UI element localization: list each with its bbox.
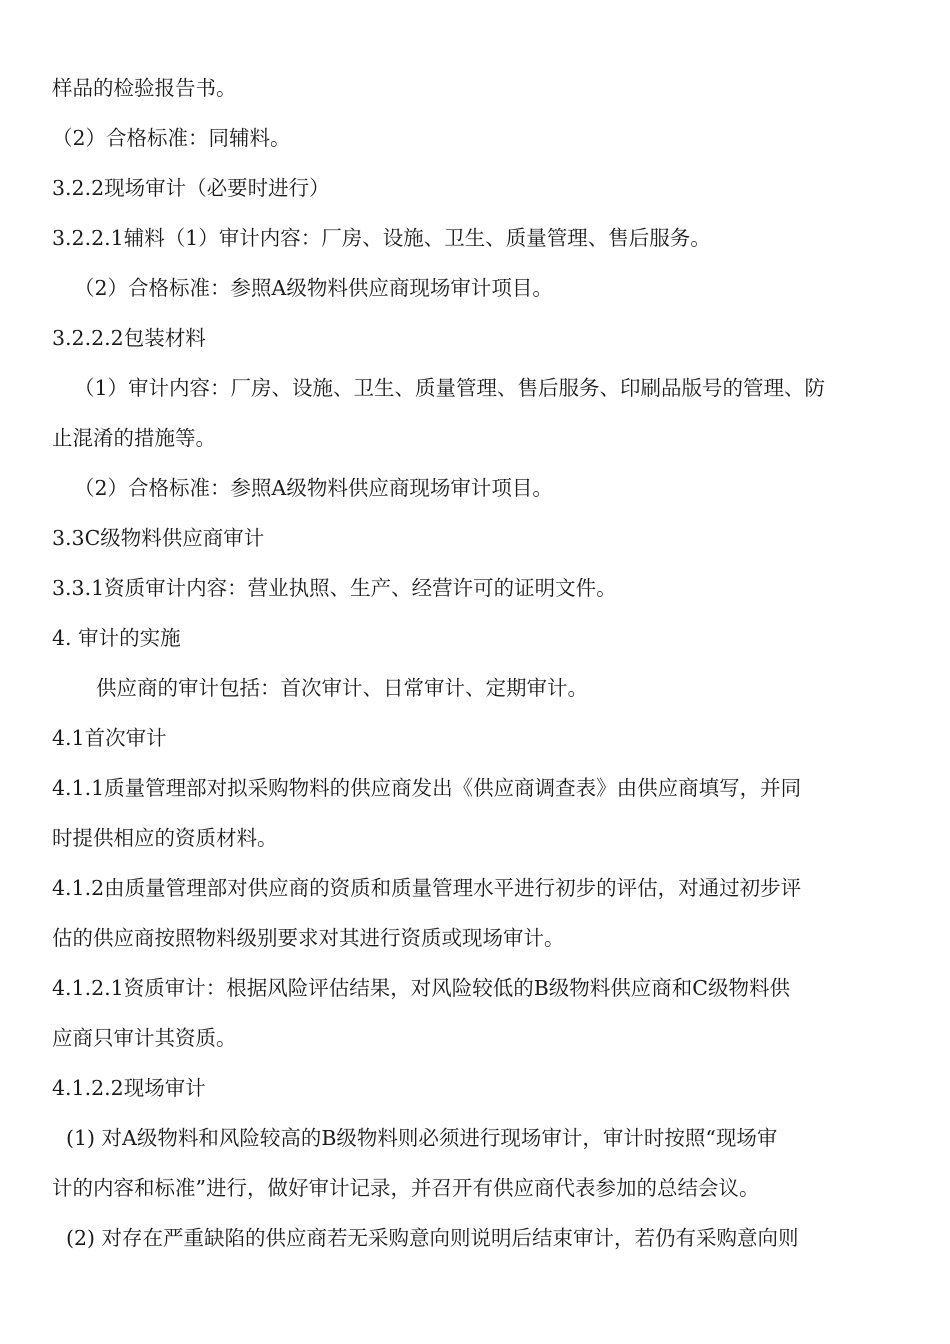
- section-heading-4-1: 4.1首次审计: [52, 726, 167, 750]
- text-line-4: 3.2.2.1辅料（1）审计内容：厂房、设施、卫生、质量管理、售后服务。: [52, 226, 711, 250]
- section-heading-3-2-2: 3.2.2现场审计（必要时进行）: [52, 176, 330, 200]
- section-heading-3-3: 3.3C级物料供应商审计: [52, 526, 265, 550]
- text-line-23: 计的内容和标准”进行，做好审计记录，并召开有供应商代表参加的总结会议。: [52, 1176, 760, 1200]
- text-line-15: 4.1.1质量管理部对拟采购物料的供应商发出《供应商调查表》由供应商填写，并同: [52, 776, 802, 800]
- text-line-18: 估的供应商按照物料级别要求对其进行资质或现场审计。: [52, 926, 565, 950]
- text-line-5: （2）合格标准：参照A级物料供应商现场审计项目。: [74, 276, 553, 300]
- text-line-7: （1）审计内容：厂房、设施、卫生、质量管理、售后服务、印刷品版号的管理、防: [74, 376, 826, 400]
- text-line-16: 时提供相应的资质材料。: [52, 826, 278, 850]
- text-line-2: （2）合格标准：同辅料。: [52, 126, 291, 150]
- text-line-20: 应商只审计其资质。: [52, 1026, 237, 1050]
- text-line-17: 4.1.2由质量管理部对供应商的资质和质量管理水平进行初步的评估，对通过初步评: [52, 876, 802, 900]
- text-line-11: 3.3.1资质审计内容：营业执照、生产、经营许可的证明文件。: [52, 576, 617, 600]
- section-heading-3-2-2-2: 3.2.2.2包装材料: [52, 326, 206, 350]
- text-line-13: 供应商的审计包括：首次审计、日常审计、定期审计。: [96, 676, 588, 700]
- text-line-8: 止混淆的措施等。: [52, 426, 216, 450]
- text-line-1: 样品的检验报告书。: [52, 76, 237, 100]
- section-heading-4: 4. 审计的实施: [52, 626, 181, 650]
- section-heading-4-1-2-2: 4.1.2.2现场审计: [52, 1076, 206, 1100]
- text-line-19: 4.1.2.1资质审计：根据风险评估结果，对风险较低的B级物料供应商和C级物料供: [52, 976, 790, 1000]
- text-line-24: (2) 对存在严重缺陷的供应商若无采购意向则说明后结束审计，若仍有采购意向则: [66, 1226, 799, 1250]
- text-line-22: (1) 对A级物料和风险较高的B级物料则必须进行现场审计，审计时按照“现场审: [66, 1126, 778, 1150]
- text-line-9: （2）合格标准：参照A级物料供应商现场审计项目。: [74, 476, 553, 500]
